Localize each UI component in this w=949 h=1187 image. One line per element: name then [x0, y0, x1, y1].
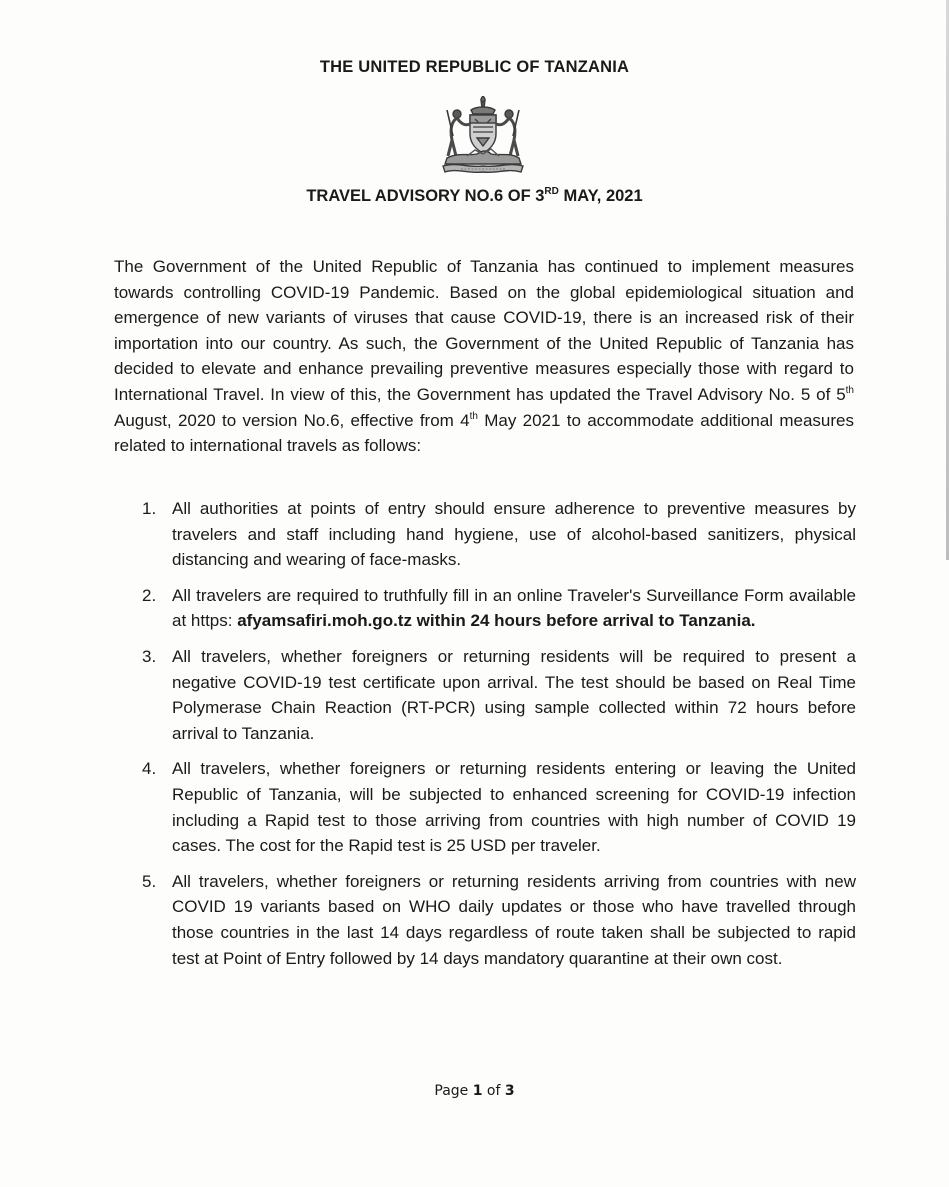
- advisory-title-prefix: TRAVEL ADVISORY NO.6 OF 3: [306, 187, 545, 205]
- page-current: 1: [472, 1083, 483, 1099]
- page-total: 3: [504, 1083, 515, 1099]
- list-item-text: All authorities at points of entry should ensure adherence to preventive measures by travelers and staff including hand hygiene, use of alcohol-based sanitizers, physical distancing and wearing of face-masks.: [172, 499, 856, 570]
- intro-text-part3: May 2021 to accommodate additional measures related to international travels as follows:: [114, 410, 854, 456]
- measures-list: [114, 496, 856, 981]
- list-item-number: 3.: [142, 646, 157, 666]
- list-item-text: All travelers, whether foreigners or returning residents arriving from countries with new COVID 19 variants based on WHO daily updates or those who have travelled through those countries in the last 14 days regardless of route taken shall be subjected to rapid test at Point of Entry followed by 14 days mandatory quarantine at their own cost.: [172, 871, 856, 968]
- list-item-number: 1.: [142, 499, 157, 518]
- list-item-number: 2.: [142, 585, 157, 605]
- list-item: [114, 644, 856, 746]
- advisory-title: [0, 186, 949, 206]
- list-item: [114, 756, 856, 858]
- intro-paragraph: [114, 254, 854, 459]
- surveillance-form-link-text: afyamsafiri.moh.go.tz within 24 hours before arrival to Tanzania.: [237, 611, 756, 631]
- list-item-text: All travelers, whether foreigners or returning residents will be required to present a negative COVID-19 test certificate upon arrival. The test should be based on Real Time Polymerase Chain Reaction (RT-PCR) using sample collected within 72 hours before arrival to Tanzania.: [172, 646, 856, 743]
- intro-ordinal-1: th: [845, 384, 854, 396]
- list-item: [114, 496, 856, 573]
- list-item-text: All travelers are required to truthfully fill in an online Traveler's Surveillance Form available at https:: [172, 585, 856, 631]
- page-label: Page: [434, 1083, 473, 1099]
- page-of-label: of: [482, 1083, 505, 1099]
- list-item-number: 4.: [142, 759, 157, 779]
- coat-of-arms-icon: [437, 96, 529, 174]
- list-item-number: 5.: [142, 871, 157, 891]
- advisory-title-ordinal: RD: [544, 186, 559, 197]
- list-item: [114, 583, 856, 634]
- page-number: [0, 1083, 949, 1099]
- intro-text-part2: August, 2020 to version No.6, effective from 4: [114, 410, 470, 430]
- list-item: [114, 869, 856, 971]
- country-heading: THE UNITED REPUBLIC OF TANZANIA: [319, 58, 630, 76]
- intro-text-part1: The Government of the United Republic of Tanzania has continued to implement measures towards controlling COVID-19 Pandemic. Based on the global epidemiological situation and emergence of new variants of viruses that cause COVID-19, there is an increased risk of their importation into our country. As such, the Government of the United Republic of Tanzania has decided to elevate and enhance prevailing preventive measures especially those with regard to International Travel. In view of this, the Government has updated the Travel Advisory No. 5 of 5: [114, 257, 854, 404]
- advisory-title-suffix: MAY, 2021: [558, 187, 643, 205]
- list-item-text: All travelers, whether foreigners or returning residents entering or leaving the United Republic of Tanzania, will be subjected to enhanced screening for COVID-19 infection including a Rapid test to those arriving from countries with high number of COVID 19 cases. The cost for the Rapid test is 25 USD per traveler.: [172, 759, 856, 856]
- intro-ordinal-2: th: [469, 410, 478, 422]
